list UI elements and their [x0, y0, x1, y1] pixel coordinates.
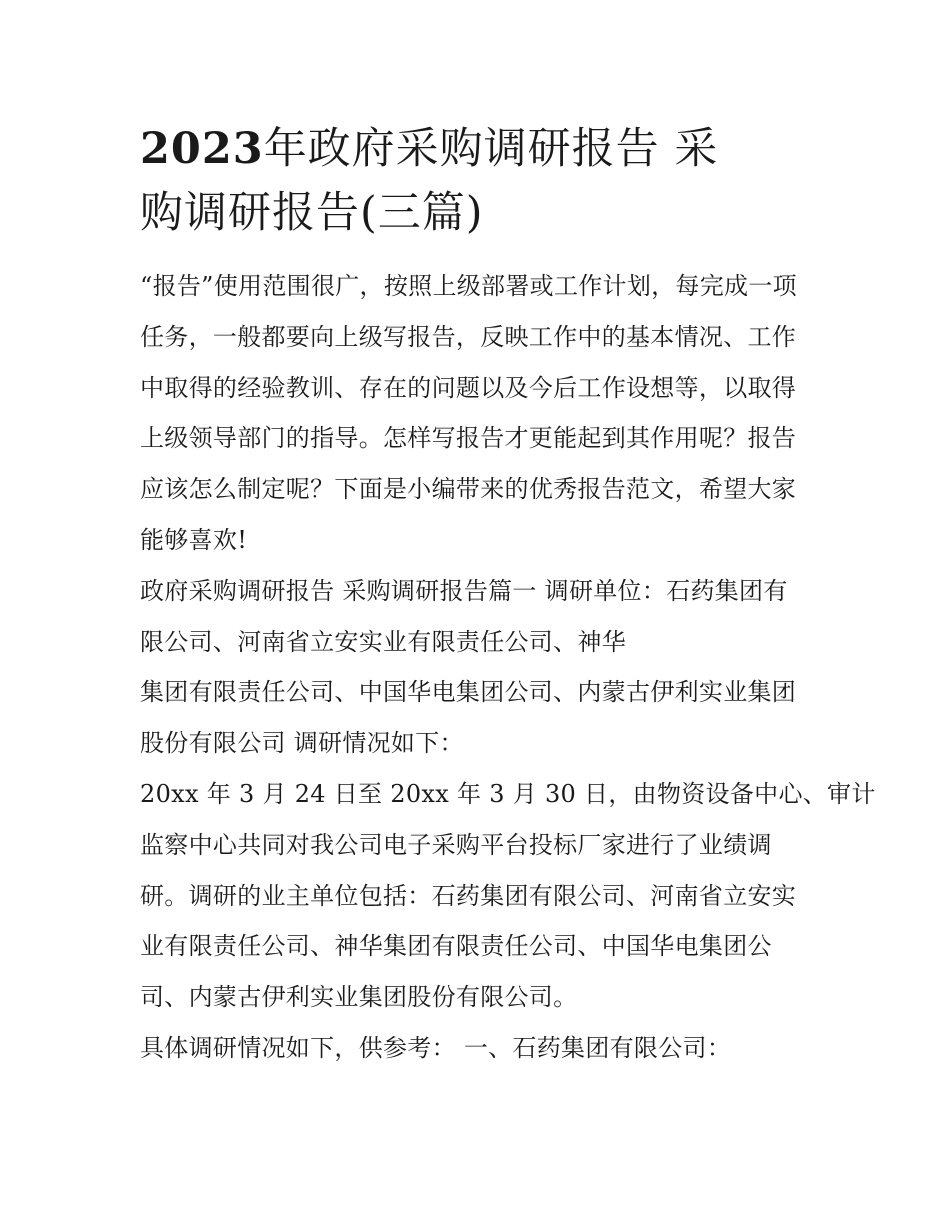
- survey-units-continued-paragraph: [140, 667, 820, 769]
- details-heading-paragraph: [140, 1023, 820, 1074]
- text-line: 司、内蒙古伊利实业集团股份有限公司。: [140, 983, 578, 1012]
- text-line: 政府采购调研报告 采购调研报告篇一 调研单位：石药集团有: [140, 576, 788, 605]
- survey-units-paragraph: [140, 566, 820, 668]
- survey-period-paragraph: [140, 769, 876, 1023]
- text-line: 监察中心共同对我公司电子采购平台投标厂家进行了业绩调: [140, 830, 772, 859]
- text-line: 任务，一般都要向上级写报告，反映工作中的基本情况、工作: [140, 322, 797, 351]
- document-body: [140, 117, 876, 1074]
- text-line: 应该怎么制定呢？下面是小编带来的优秀报告范文，希望大家: [140, 475, 797, 504]
- text-line: 20xx 年 3 月 24 日至 20xx 年 3 月 30 日，由物资设备中心、审计: [140, 779, 876, 808]
- text-line: 业有限责任公司、神华集团有限责任公司、中国华电集团公: [140, 932, 772, 961]
- text-line: 研。调研的业主单位包括：石药集团有限公司、河南省立安实: [140, 881, 797, 910]
- title-line-1: [140, 117, 820, 181]
- text-line: 具体调研情况如下，供参考： 一、石药集团有限公司：: [140, 1033, 732, 1062]
- title-line-1-text: 年政府采购调研报告 采: [263, 124, 719, 174]
- text-line: 股份有限公司 调研情况如下：: [140, 729, 464, 758]
- title-line-2: 购调研报告(三篇): [140, 188, 484, 238]
- text-line: 集团有限责任公司、中国华电集团公司、内蒙古伊利实业集团: [140, 678, 797, 707]
- text-line: 中取得的经验教训、存在的问题以及今后工作设想等，以取得: [140, 373, 797, 402]
- intro-paragraph: [140, 261, 820, 566]
- title-year: 2023: [140, 124, 264, 174]
- text-line: 上级领导部门的指导。怎样写报告才更能起到其作用呢？报告: [140, 424, 797, 453]
- text-line: 限公司、河南省立安实业有限责任公司、神华: [140, 627, 626, 656]
- text-line: 能够喜欢!: [140, 525, 248, 554]
- page-title: [140, 117, 820, 245]
- text-line: “报告”使用范围很广，按照上级部署或工作计划，每完成一项: [140, 272, 797, 300]
